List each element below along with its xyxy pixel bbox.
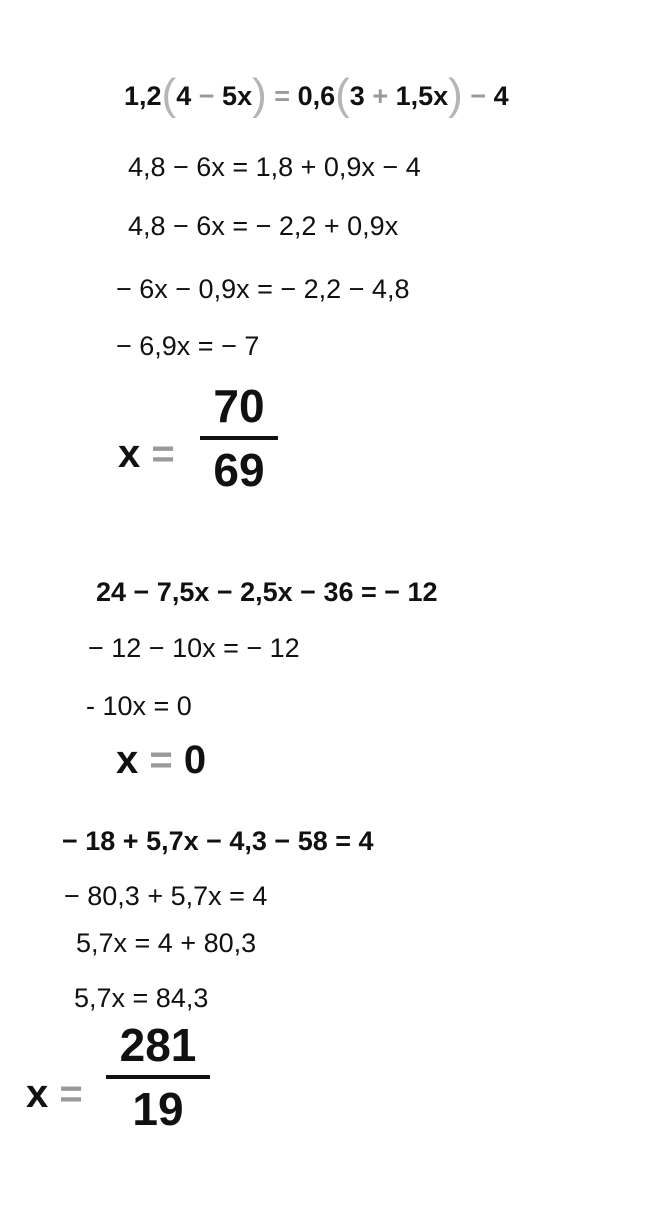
open-paren: ( <box>161 70 177 119</box>
problem3-step-1: − 80,3 + 5,7x = 4 <box>64 881 268 911</box>
fraction-bar <box>106 1075 210 1079</box>
close-paren: ) <box>252 70 267 119</box>
problem1-answer-fraction <box>200 382 278 495</box>
problem3-step-2: 5,7x = 4 + 80,3 <box>76 928 257 958</box>
open-paren: ( <box>335 70 350 119</box>
problem1-step-2: 4,8 − 6x = − 2,2 + 0,9x <box>128 211 399 241</box>
fraction-numerator: 281 <box>119 1019 197 1071</box>
problem3-step-3: 5,7x = 84,3 <box>74 983 209 1013</box>
problem2-step-2: - 10x = 0 <box>86 691 192 721</box>
problem2-main-equation: 24 − 7,5x − 2,5x − 36 = − 12 <box>96 577 438 607</box>
problem1-step-1: 4,8 − 6x = 1,8 + 0,9x − 4 <box>128 152 421 182</box>
close-paren: ) <box>448 70 463 119</box>
problem3-answer-fraction <box>106 1021 210 1134</box>
problem2-answer: x = 0 <box>116 738 207 782</box>
problem3-main-equation: − 18 + 5,7x − 4,3 − 58 = 4 <box>62 826 374 856</box>
problem1-step-4: − 6,9x = − 7 <box>116 331 260 361</box>
problem2-step-1: − 12 − 10x = − 12 <box>88 633 300 663</box>
problem1-answer-var: x = <box>118 432 175 476</box>
fraction-denominator: 69 <box>213 444 265 497</box>
fraction-bar <box>200 436 278 440</box>
problem1-step-3: − 6x − 0,9x = − 2,2 − 4,8 <box>116 274 410 304</box>
fraction-numerator: 70 <box>213 380 265 432</box>
fraction-denominator: 19 <box>132 1083 184 1136</box>
problem1-main-equation: 1,2(4 − 5x) = 0,6(3 + 1,5x) − 4 <box>124 70 509 119</box>
problem3-answer-var: x = <box>26 1072 83 1116</box>
